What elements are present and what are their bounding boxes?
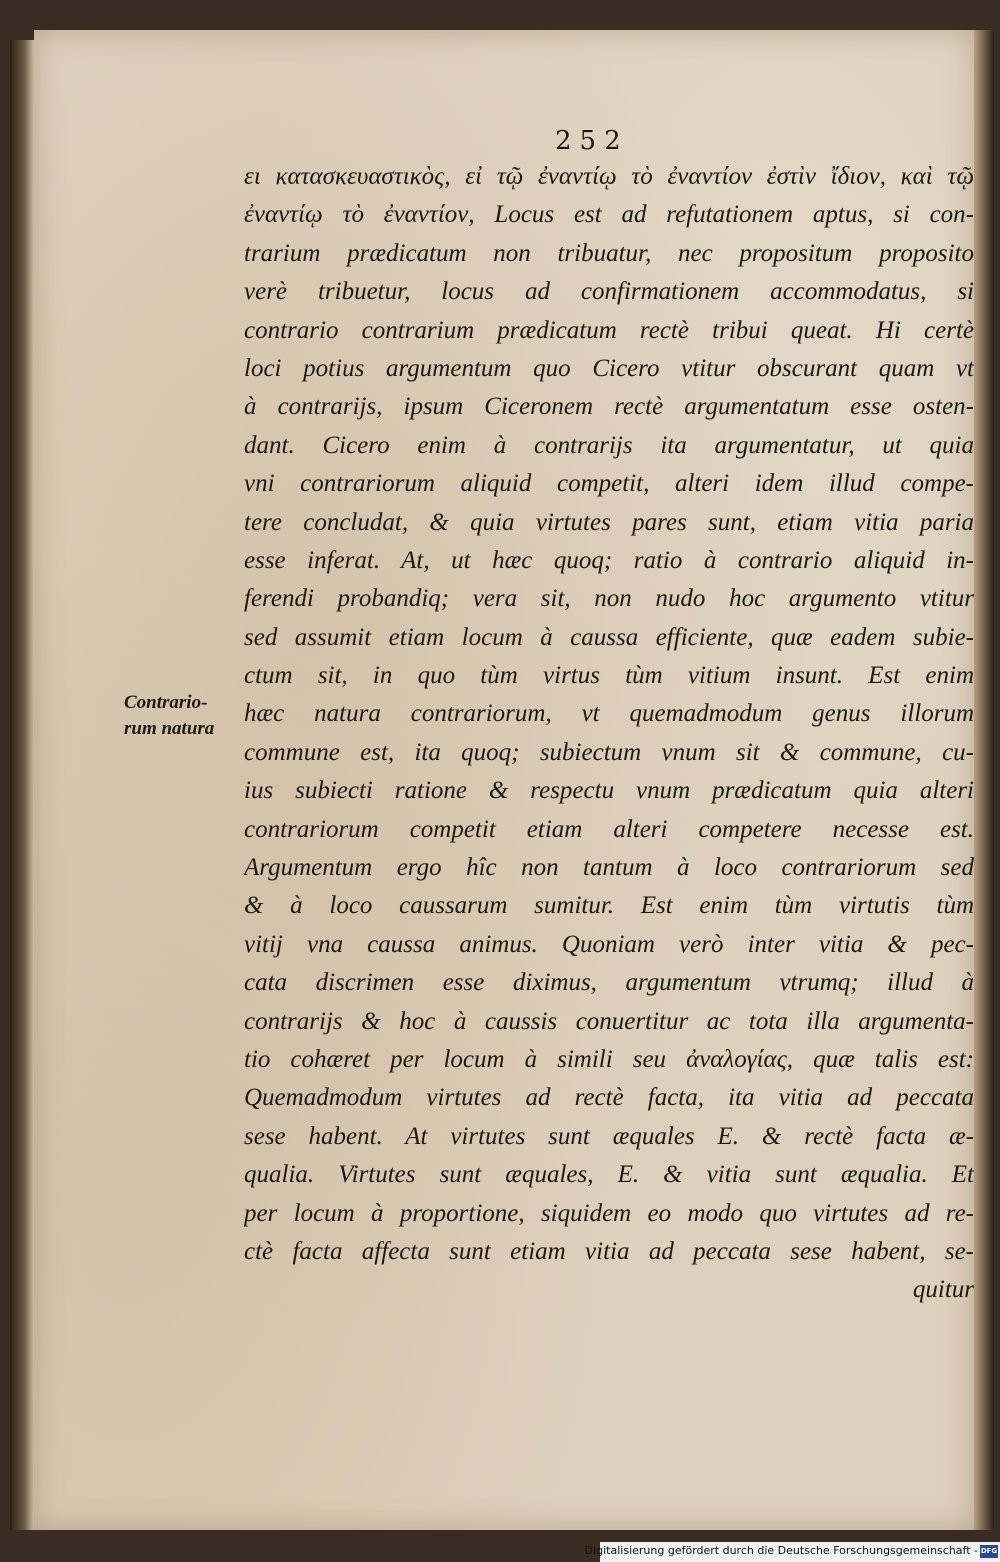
footer-credit: Digitalisierung gefördert durch die Deutsche Forschungsgemeinschaft - — [584, 1544, 978, 1557]
text-line: tere concludat, & quia virtutes pares sunt, etiam vitia paria — [244, 508, 974, 536]
text-line: commune est, ita quoq; subiectum vnum sit & commune, cu- — [244, 738, 974, 766]
page-number: 252 — [555, 126, 629, 156]
body-text — [244, 158, 984, 1310]
text-line: cata discrimen esse diximus, argumentum vtrumq; illud à — [244, 969, 974, 997]
text-line: ferendi probandiq; vera sit, non nudo hoc argumento vtitur — [244, 585, 974, 613]
margin-note-line: rum natura — [124, 718, 215, 739]
text-line: esse inferat. At, ut hæc quoq; ratio à contrario aliquid in- — [244, 546, 974, 574]
text-line: contrario contrarium prædicatum rectè tribui queat. Hi certè — [244, 316, 974, 344]
text-line: ctè facta affecta sunt etiam vitia ad peccata sese habent, se- — [244, 1237, 974, 1265]
text-line: verè tribuetur, locus ad confirmationem accommodatus, si — [244, 278, 974, 306]
text-line: dant. Cicero enim à contrarijs ita argumentatur, ut quia — [244, 431, 974, 459]
text-line: Quemadmodum virtutes ad rectè facta, ita vitia ad peccata — [244, 1084, 974, 1112]
margin-note — [124, 690, 254, 742]
text-line: sed assumit etiam locum à caussa efficiente, quæ eadem subie- — [244, 623, 974, 651]
text-line: contrariorum competit etiam alteri competere necesse est. — [244, 815, 974, 843]
text-line: ει κατασκευαστικὸς, εἰ τῷ ἐναντίῳ τὸ ἐναντίον ἐστὶν ἴδιον, καὶ τῷ — [244, 163, 974, 190]
text-line: qualia. Virtutes sunt æquales, E. & vitia sunt æqualia. Et — [244, 1161, 974, 1189]
text-line: contrarijs & hoc à caussis conuertitur ac tota illa argumenta- — [244, 1007, 974, 1035]
dfg-logo-icon: DFG — [980, 1545, 998, 1558]
text-line: sese habent. At virtutes sunt æquales E. & rectè facta æ- — [244, 1122, 974, 1150]
catchword: quitur — [912, 1276, 974, 1304]
text-line: vitij vna caussa animus. Quoniam verò inter vitia & pec- — [244, 930, 974, 958]
text-line: ἐναντίῳ τὸ ἐναντίον, Locus est ad refutationem aptus, si con- — [244, 201, 974, 229]
text-line: ius subiecti ratione & respectu vnum prædicatum quia alteri — [244, 777, 974, 805]
text-line: Argumentum ergo hîc non tantum à loco contrariorum sed — [244, 854, 974, 882]
text-line: hæc natura contrariorum, vt quemadmodum genus illorum — [244, 700, 974, 728]
text-line: tio cohæret per locum à simili seu ἀναλογίας, quæ talis est: — [244, 1045, 974, 1073]
text-line: vni contrariorum aliquid competit, alteri idem illud compe- — [244, 470, 974, 498]
text-line: loci potius argumentum quo Cicero vtitur obscurant quam vt — [244, 354, 974, 382]
digitization-footer — [584, 1542, 1000, 1562]
text-line: à contrarijs, ipsum Ciceronem rectè argumentatum esse osten- — [244, 393, 974, 421]
text-line: ctum sit, in quo tùm virtus tùm vitium insunt. Est enim — [244, 662, 974, 690]
margin-note-line: Contrario- — [124, 692, 208, 713]
text-line: & à loco caussarum sumitur. Est enim tùm virtutis tùm — [244, 892, 974, 920]
book-spine-edge — [10, 40, 34, 1530]
text-line: trarium prædicatum non tribuatur, nec propositum proposito — [244, 239, 974, 267]
text-line: per locum à proportione, siquidem eo modo quo virtutes ad re- — [244, 1199, 974, 1227]
